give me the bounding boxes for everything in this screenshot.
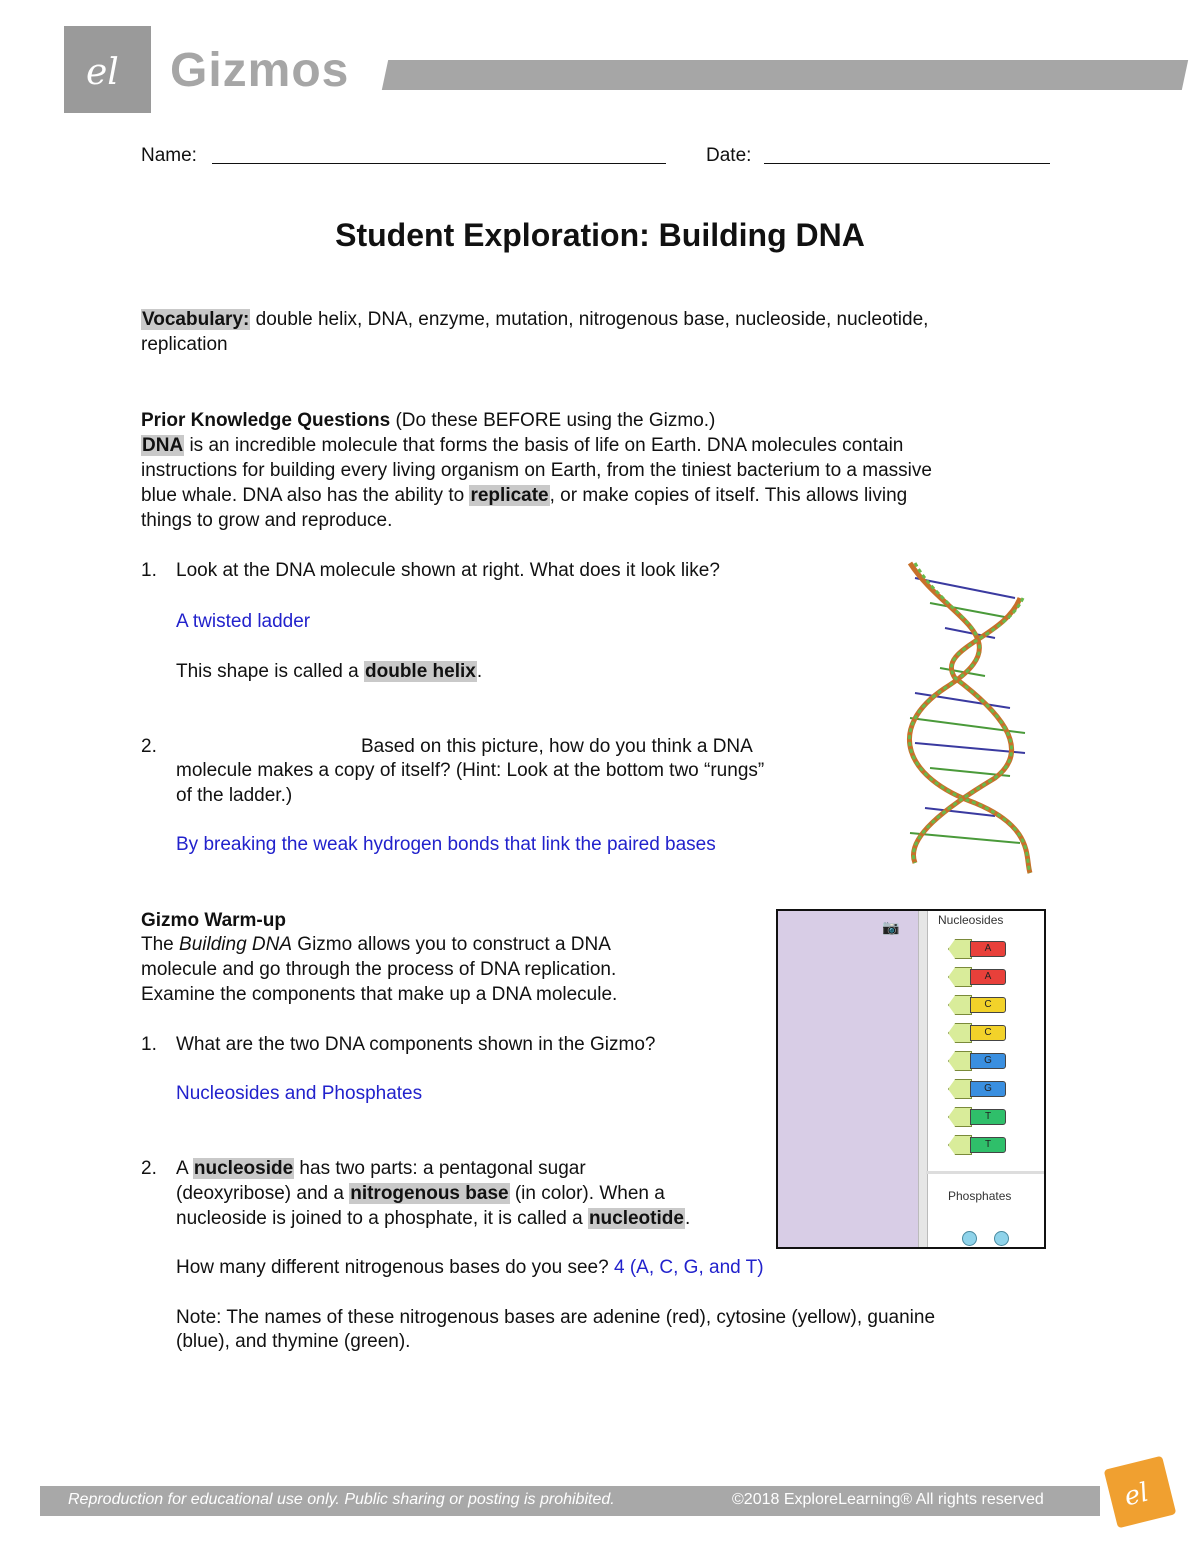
panel-divider [918, 911, 928, 1247]
prior-text: . [476, 661, 483, 682]
name-label: Name: [141, 145, 197, 166]
warmup-q3-line [176, 1255, 764, 1280]
sugar-pentagon-icon [948, 1079, 972, 1099]
sugar-pentagon-icon [948, 1135, 972, 1155]
dna-double-helix-image [885, 558, 1045, 878]
phosphate-item[interactable] [994, 1231, 1009, 1246]
footer-notice: Reproduction for educational use only. Public sharing or posting is prohibited. [68, 1491, 615, 1508]
panel-separator [926, 1171, 1044, 1174]
nitrogenous-base-t: T [970, 1109, 1006, 1125]
prior-text: , or make copies of itself. This allows living [549, 485, 908, 506]
prior-paragraph-line4: things to grow and reproduce. [141, 510, 393, 531]
term-nucleotide: nucleotide [588, 1208, 684, 1229]
nitrogenous-base-c: C [970, 997, 1006, 1013]
date-label: Date: [706, 145, 752, 166]
sugar-pentagon-icon [948, 967, 972, 987]
vocabulary-label: Vocabulary: [142, 309, 250, 330]
footer-copyright: ©2018 ExploreLearning® All rights reserved [732, 1491, 1044, 1508]
note-line1: Note: The names of these nitrogenous bases are adenine (red), cytosine (yellow), guanine [176, 1307, 936, 1328]
nitrogenous-base-g: G [970, 1081, 1006, 1097]
explorelearning-badge-icon [1104, 1456, 1177, 1529]
nitrogenous-base-c: C [970, 1025, 1006, 1041]
nitrogenous-base-g: G [970, 1053, 1006, 1069]
warmup-answer-3[interactable]: 4 (A, C, G, and T) [613, 1257, 764, 1278]
prior-heading-note: (Do these BEFORE using the Gizmo.) [395, 410, 716, 431]
warmup-q2-line1 [176, 1156, 586, 1181]
warmup-question-3: How many different nitrogenous bases do you see? [176, 1257, 614, 1278]
warmup-text: The [141, 934, 180, 955]
sugar-pentagon-icon [948, 1051, 972, 1071]
sugar-pentagon-icon [948, 1107, 972, 1127]
date-field[interactable] [764, 163, 1050, 164]
double-helix-line [176, 659, 482, 684]
nitrogenous-base-t: T [970, 1137, 1006, 1153]
cell-background [778, 911, 924, 1247]
prior-heading-line [141, 408, 715, 433]
warmup-line2: molecule and go through the process of DNA replication. [141, 959, 617, 980]
warmup-q2-line3 [176, 1206, 690, 1231]
prior-question-1: Look at the DNA molecule shown at right. What does it look like? [176, 560, 720, 581]
camera-icon: 📷 [882, 919, 900, 935]
warmup-answer-1[interactable]: Nucleosides and Phosphates [176, 1083, 423, 1104]
svg-text:el: el [86, 52, 119, 93]
brand-name: Gizmos [170, 44, 350, 97]
question-number: 1. [141, 560, 157, 581]
prior-question-2-line1: Based on this picture, how do you think a DNA [361, 736, 753, 757]
note-line2: (blue), and thymine (green). [176, 1331, 411, 1352]
answer-2[interactable]: By breaking the weak hydrogen bonds that link the paired bases [176, 834, 716, 855]
term-replicate: replicate [470, 485, 549, 506]
warmup-line3: Examine the components that make up a DNA molecule. [141, 984, 618, 1005]
warmup-heading: Gizmo Warm-up [141, 910, 286, 931]
gizmo-screenshot [776, 909, 1046, 1249]
nitrogenous-base-a: A [970, 969, 1006, 985]
explorelearning-logo [64, 26, 151, 113]
term-nucleoside: nucleoside [193, 1158, 294, 1179]
page-title: Student Exploration: Building DNA [335, 217, 865, 253]
prior-paragraph-line3 [141, 483, 907, 508]
nucleosides-label: Nucleosides [938, 913, 1004, 927]
name-field[interactable] [212, 163, 666, 164]
vocabulary-words: double helix, DNA, enzyme, mutation, nitrogenous base, nucleoside, nucleotide, [255, 309, 929, 330]
gizmo-name: Building DNA [179, 934, 293, 955]
prior-heading: Prior Knowledge Questions [141, 410, 391, 431]
phosphates-label: Phosphates [948, 1189, 1012, 1203]
nitrogenous-base-a: A [970, 941, 1006, 957]
warmup-text: . [684, 1208, 691, 1229]
el-logo-icon [64, 26, 151, 113]
prior-question-2-line3: of the ladder.) [176, 785, 293, 806]
vocabulary-line [141, 307, 928, 332]
answer-1[interactable]: A twisted ladder [176, 611, 311, 632]
vocabulary-words-cont: replication [141, 334, 228, 355]
question-number: 1. [141, 1034, 157, 1055]
question-number: 2. [141, 736, 157, 757]
warmup-line1 [141, 932, 611, 957]
warmup-q2-line2 [176, 1181, 665, 1206]
term-double-helix: double helix [365, 661, 476, 682]
term-nitrogenous-base: nitrogenous base [350, 1183, 509, 1204]
phosphate-item[interactable] [962, 1231, 977, 1246]
term-dna: DNA [142, 435, 184, 456]
warmup-text: A [176, 1158, 193, 1179]
prior-question-2-line2: molecule makes a copy of itself? (Hint: Look at the bottom two “rungs” [176, 760, 765, 781]
prior-text: This shape is called a [176, 661, 364, 682]
sugar-pentagon-icon [948, 995, 972, 1015]
warmup-text: nucleoside is joined to a phosphate, it is called a [176, 1208, 588, 1229]
warmup-text: has two parts: a pentagonal sugar [294, 1158, 586, 1179]
prior-text: blue whale. DNA also has the ability to [141, 485, 470, 506]
prior-text: is an incredible molecule that forms the basis of life on Earth. DNA molecules contain [184, 435, 904, 456]
sugar-pentagon-icon [948, 939, 972, 959]
header-bar [382, 60, 1188, 90]
warmup-text: Gizmo allows you to construct a DNA [292, 934, 611, 955]
warmup-text: (in color). When a [509, 1183, 665, 1204]
prior-paragraph-line1 [141, 433, 903, 458]
warmup-question-1: What are the two DNA components shown in the Gizmo? [176, 1034, 656, 1055]
prior-paragraph-line2: instructions for building every living organism on Earth, from the tiniest bacterium to a massive [141, 460, 932, 481]
svg-text:el: el [1121, 1477, 1152, 1513]
warmup-text: (deoxyribose) and a [176, 1183, 350, 1204]
sugar-pentagon-icon [948, 1023, 972, 1043]
question-number: 2. [141, 1158, 157, 1179]
